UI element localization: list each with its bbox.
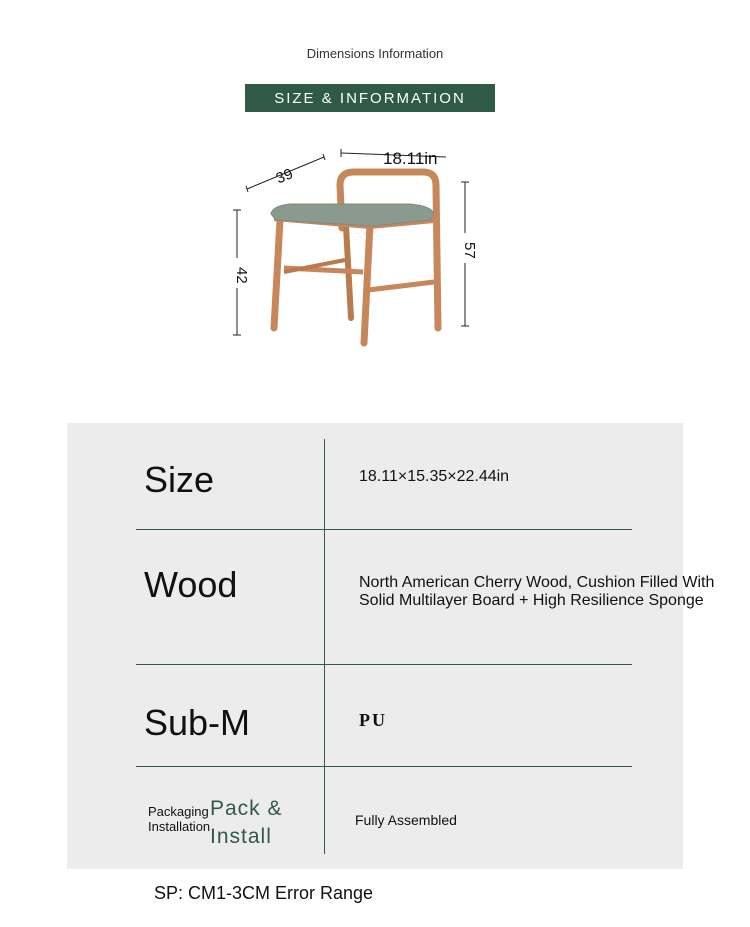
wood-value-line-2: Solid Multilayer Board + High Resilience Sponge bbox=[359, 592, 704, 609]
size-information-banner: SIZE & INFORMATION bbox=[245, 84, 495, 112]
packaging-label-line-2: Installation bbox=[148, 819, 211, 834]
sub-material-value: PU bbox=[359, 710, 387, 730]
row-divider bbox=[136, 529, 632, 530]
sub-material-label: Sub-M bbox=[144, 702, 251, 743]
wood-value bbox=[359, 574, 714, 610]
packaging-label bbox=[148, 804, 210, 834]
total-height-dimension bbox=[457, 182, 478, 326]
pack-install-line-2: Install bbox=[210, 825, 272, 848]
chair-dimension-diagram bbox=[220, 140, 480, 355]
pack-install-label bbox=[210, 795, 283, 851]
seat-height-dimension bbox=[229, 210, 250, 335]
size-value: 18.11×15.35×22.44in bbox=[359, 468, 510, 485]
size-label: Size bbox=[144, 459, 215, 500]
row-divider bbox=[136, 664, 632, 665]
pack-install-line-1: Pack & bbox=[210, 797, 283, 820]
section-label: Dimensions Information bbox=[306, 46, 444, 61]
error-range-note: SP: CM1-3CM Error Range bbox=[154, 883, 374, 903]
seat-height-label: 42 bbox=[233, 267, 250, 284]
total-height-label: 57 bbox=[461, 242, 478, 259]
width-label: 18.11in bbox=[383, 149, 438, 168]
width-dimension bbox=[341, 149, 446, 168]
wood-value-line-1: North American Cherry Wood, Cushion Filled With bbox=[359, 574, 715, 591]
depth-dimension bbox=[246, 154, 325, 192]
wood-label: Wood bbox=[144, 564, 238, 605]
packaging-label-line-1: Packaging bbox=[148, 804, 209, 819]
table-column-divider bbox=[324, 439, 325, 854]
depth-label: 39 bbox=[273, 165, 296, 188]
packaging-value: Fully Assembled bbox=[355, 812, 457, 828]
row-divider bbox=[136, 766, 632, 767]
chair-illustration bbox=[271, 172, 438, 343]
